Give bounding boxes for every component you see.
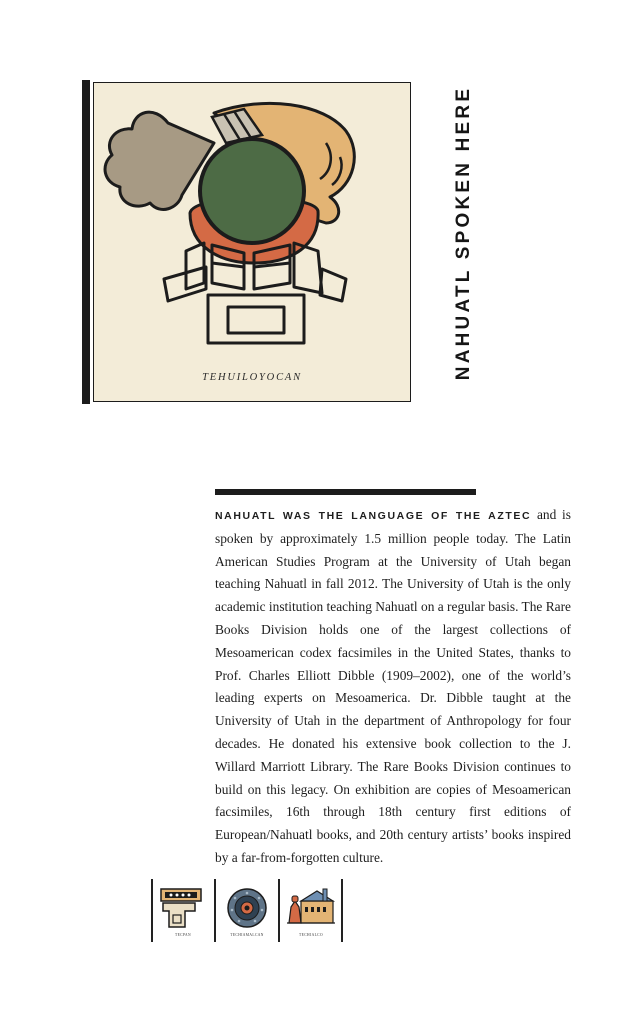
text-divider	[215, 489, 476, 495]
body-paragraph	[215, 504, 571, 870]
church-glyph-icon	[283, 883, 339, 939]
thumbnail-divider	[341, 879, 343, 942]
round-stone-glyph-icon	[219, 883, 275, 939]
temple-glyph-icon	[155, 883, 211, 939]
hero-illustration	[93, 82, 411, 402]
thumbnail-label: TECHIALCO	[299, 933, 323, 937]
thumbnail-label: TECHIAMALCAN	[230, 933, 264, 937]
lead-in-text: NAHUATL WAS THE LANGUAGE OF THE AZTEC	[215, 510, 532, 522]
thumbnail-divider	[214, 879, 216, 942]
hero-accent-bar	[82, 80, 90, 404]
thumbnail-divider	[278, 879, 280, 942]
thumbnail-label: TECPAN	[174, 933, 192, 937]
vertical-title-text: NAHUATL SPOKEN HERE	[453, 85, 475, 380]
page-title	[446, 60, 482, 405]
thumbnail-divider	[151, 879, 153, 942]
body-text: and is spoken by approximately 1.5 million people today. The Latin American Studies Program at the University of Utah began teaching Nahuatl in fall 2012. The University of Utah is the only academic institution teaching Nahuatl on a regular basis. The Rare Books Division holds one of the largest collections of Mesoamerican codex facsimiles in the United States, thanks to Prof. Charles Elliott Dibble (1909–2002), one of the world’s leading experts on Mesoamerica. Dr. Dibble taught at the University of Utah in the department of Anthropology for four decades. He donated his extensive book collection to the J. Willard Marriott Library. The Rare Books Division continues to build on this legacy. On exhibition are copies of Mesoamerican facsimiles, 16th through 18th century first editions of European/Nahuatl books, and 20th century artists’ books inspired by a far-from-forgotten culture.	[215, 507, 571, 865]
tehuiloyocan-glyph-icon	[94, 83, 409, 400]
hero-caption: TEHUILOYOCAN	[202, 372, 302, 383]
